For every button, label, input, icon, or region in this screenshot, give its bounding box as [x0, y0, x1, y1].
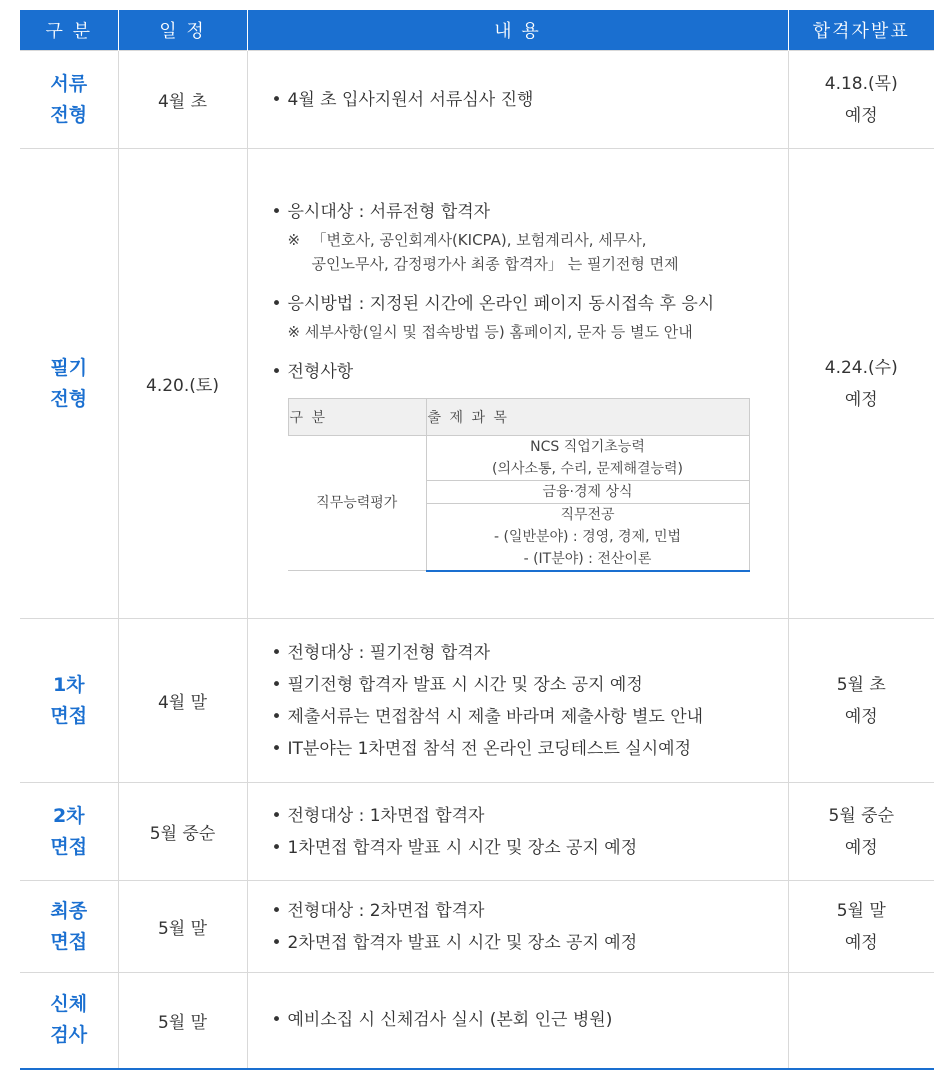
- bullet-icon: •: [271, 738, 282, 759]
- bullet-text: 응시대상 : 서류전형 합격자: [287, 201, 491, 222]
- schedule-date: 4월 말: [118, 619, 247, 783]
- list-item: [270, 1004, 788, 1036]
- sub-category: 직무능력평가: [288, 435, 426, 571]
- bullet-text: IT분야는 1차면접 참석 전 온라인 코딩테스트 실시예정: [287, 738, 691, 759]
- list-item: [270, 701, 788, 733]
- bullet-text: 1차면접 합격자 발표 시 시간 및 장소 공지 예정: [287, 837, 638, 858]
- bullet-text: 전형대상 : 2차면접 합격자: [287, 900, 485, 921]
- stage-line: 전형: [50, 387, 88, 410]
- announce-date: 5월 말: [836, 900, 886, 921]
- stage-name: [20, 51, 118, 149]
- note-text: 「변호사, 공인회계사(KICPA), 보험계리사, 세무사,: [311, 230, 647, 249]
- stage-line: 2차: [52, 804, 85, 827]
- bullet-icon: •: [271, 293, 282, 314]
- list-item: [270, 669, 788, 701]
- stage-name: [20, 783, 118, 881]
- announce-note: 예정: [844, 389, 878, 410]
- bullet-text: 예비소집 시 신체검사 실시 (본회 인근 병원): [287, 1010, 613, 1031]
- subject-line: 직무전공: [560, 506, 615, 523]
- announce-date: 5월 초: [836, 674, 886, 695]
- stage-line: 면접: [50, 835, 88, 858]
- content-cell: [247, 619, 788, 783]
- stage-name: [20, 619, 118, 783]
- announce-date: 4.24.(수): [824, 357, 898, 378]
- stage-line: 검사: [50, 1024, 88, 1047]
- schedule-date: 5월 중순: [118, 783, 247, 881]
- list-item: [270, 895, 788, 927]
- stage-line: 서류: [50, 72, 88, 95]
- list-item: [270, 356, 788, 388]
- announcement: [788, 973, 934, 1069]
- list-item: [270, 927, 788, 959]
- bullet-text: 응시방법 : 지정된 시간에 온라인 페이지 동시접속 후 응시: [287, 293, 715, 314]
- subject-ncs: [426, 435, 749, 480]
- announcement: [788, 881, 934, 973]
- subject-line: - (일반분야) : 경영, 경제, 민법: [493, 528, 682, 545]
- sub-header-row: [288, 398, 749, 435]
- bullet-icon: •: [271, 932, 282, 953]
- bullet-icon: •: [271, 837, 282, 858]
- stage-name: [20, 973, 118, 1069]
- announce-note: 예정: [844, 932, 878, 953]
- bullet-icon: •: [271, 706, 282, 727]
- subject-line: (의사소통, 수리, 문제해결능력): [491, 460, 683, 477]
- list-item: [270, 832, 788, 864]
- announcement: [788, 619, 934, 783]
- header-content: 내 용: [247, 10, 788, 51]
- sub-header-category: 구 분: [288, 398, 426, 435]
- bullet-icon: •: [271, 1010, 282, 1031]
- exam-subjects-table: [288, 398, 750, 572]
- list-item: [270, 288, 788, 320]
- stage-line: 면접: [50, 704, 88, 727]
- announcement: [788, 783, 934, 881]
- sub-row: [288, 435, 749, 480]
- bullet-text: 필기전형 합격자 발표 시 시간 및 장소 공지 예정: [287, 674, 643, 695]
- bullet-icon: •: [271, 201, 282, 222]
- list-item: [270, 196, 788, 228]
- subject-line: NCS 직업기초능력: [530, 438, 645, 455]
- list-item: [270, 637, 788, 669]
- sub-header-subjects: 출 제 과 목: [426, 398, 749, 435]
- table-row: [20, 881, 934, 973]
- content-cell: [247, 149, 788, 619]
- list-item: [270, 800, 788, 832]
- header-category: 구 분: [20, 10, 118, 51]
- bullet-icon: •: [271, 642, 282, 663]
- announcement: [788, 149, 934, 619]
- stage-name: [20, 881, 118, 973]
- table-row: [20, 783, 934, 881]
- note-text: 공인노무사, 감정평가사 최종 합격자」 는 필기전형 면제: [311, 254, 679, 273]
- schedule-date: 5월 말: [118, 881, 247, 973]
- table-header-row: [20, 10, 934, 51]
- subject-finance: 금융·경제 상식: [426, 480, 749, 503]
- note-mark: ※: [287, 230, 301, 249]
- subject-line: - (IT분야) : 전산이론: [523, 550, 652, 567]
- announce-date: 4.18.(목): [824, 73, 898, 94]
- announcement: [788, 51, 934, 149]
- bullet-icon: •: [271, 89, 282, 110]
- stage-line: 최종: [50, 899, 88, 922]
- stage-line: 필기: [50, 356, 88, 379]
- bullet-icon: •: [271, 674, 282, 695]
- announce-note: 예정: [844, 706, 878, 727]
- bullet-text: 전형대상 : 1차면접 합격자: [287, 805, 485, 826]
- bullet-icon: •: [271, 805, 282, 826]
- bullet-icon: •: [271, 900, 282, 921]
- stage-line: 신체: [50, 993, 88, 1016]
- detail-note: ※ 세부사항(일시 및 접속방법 등) 홈페이지, 문자 등 별도 안내: [287, 322, 693, 341]
- bullet-text: 2차면접 합격자 발표 시 시간 및 장소 공지 예정: [287, 932, 638, 953]
- exemption-note-cont: [270, 252, 788, 276]
- announce-note: 예정: [844, 105, 878, 126]
- table-row: [20, 149, 934, 619]
- stage-line: 1차: [52, 673, 85, 696]
- table-row: [20, 973, 934, 1069]
- subject-major: [426, 503, 749, 571]
- content-cell: [247, 973, 788, 1069]
- content-cell: [247, 881, 788, 973]
- table-row: [20, 619, 934, 783]
- table-row: [20, 51, 934, 149]
- bullet-text: 4월 초 입사지원서 서류심사 진행: [287, 89, 534, 110]
- exemption-note: [270, 228, 788, 252]
- schedule-date: 4월 초: [118, 51, 247, 149]
- stage-line: 전형: [50, 103, 88, 126]
- schedule-date: 5월 말: [118, 973, 247, 1069]
- bullet-text: 제출서류는 면접참석 시 제출 바라며 제출사항 별도 안내: [287, 706, 704, 727]
- header-announcement: 합격자발표: [788, 10, 934, 51]
- announce-note: 예정: [844, 837, 878, 858]
- announce-date: 5월 중순: [828, 805, 894, 826]
- schedule-date: 4.20.(토): [118, 149, 247, 619]
- list-item: [270, 733, 788, 765]
- list-item: [270, 84, 788, 116]
- content-cell: [247, 51, 788, 149]
- content-cell: [247, 783, 788, 881]
- schedule-table: [20, 10, 934, 1070]
- stage-line: 면접: [50, 930, 88, 953]
- bullet-text: 전형대상 : 필기전형 합격자: [287, 642, 491, 663]
- header-schedule: 일 정: [118, 10, 247, 51]
- bullet-icon: •: [271, 361, 282, 382]
- stage-name: [20, 149, 118, 619]
- bullet-text: 전형사항: [287, 361, 354, 382]
